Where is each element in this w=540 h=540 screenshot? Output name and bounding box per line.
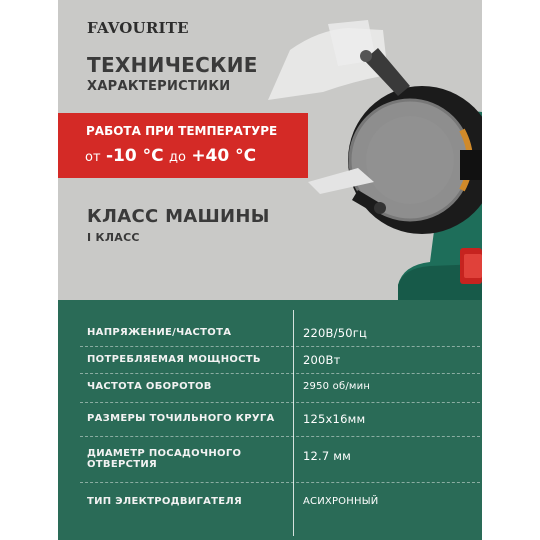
row-divider [80,346,480,347]
spec-label: ЧАСТОТА ОБОРОТОВ [87,381,212,392]
row-divider [80,402,480,403]
spec-label: ПОТРЕБЛЯЕМАЯ МОЩНОСТЬ [87,354,261,365]
column-divider [293,310,294,536]
spec-value: 2950 об/мин [303,381,371,392]
temperature-range [85,146,256,166]
brand-logo: FAVOURITE [87,19,189,37]
temperature-to-word: до [168,150,186,165]
spec-value: 125x16мм [303,412,366,426]
row-divider [80,436,480,437]
spec-value: 220В/50гц [303,326,368,340]
page-subtitle: ХАРАКТЕРИСТИКИ [87,79,231,94]
machine-class-value: I КЛАСС [87,231,140,244]
temperature-min: -10 °С [105,146,164,166]
row-divider [80,482,480,483]
row-divider [80,373,480,374]
top-section [58,0,482,300]
spec-value: 200Вт [303,353,341,367]
spec-label: РАЗМЕРЫ ТОЧИЛЬНОГО КРУГА [87,413,275,424]
temperature-max: +40 °С [191,146,257,166]
spec-label: ТИП ЭЛЕКТРОДВИГАТЕЛЯ [87,496,243,507]
spec-label: НАПРЯЖЕНИЕ/ЧАСТОТА [87,327,232,338]
machine-class-title: КЛАСС МАШИНЫ [87,206,270,227]
spec-label [87,448,241,470]
spec-value: 12.7 мм [303,449,352,463]
temperature-banner [58,113,308,178]
spec-label-line1: ДИАМЕТР ПОСАДОЧНОГО [87,448,242,459]
temperature-heading: РАБОТА ПРИ ТЕМПЕРАТУРЕ [86,124,278,138]
page-title: ТЕХНИЧЕСКИЕ [87,53,258,77]
product-card [58,0,482,540]
spec-value: АСИХРОННЫЙ [303,496,379,507]
specs-table [58,300,482,540]
spec-label-line2: ОТВЕРСТИЯ [87,459,158,470]
temperature-from-word: от [85,150,101,165]
